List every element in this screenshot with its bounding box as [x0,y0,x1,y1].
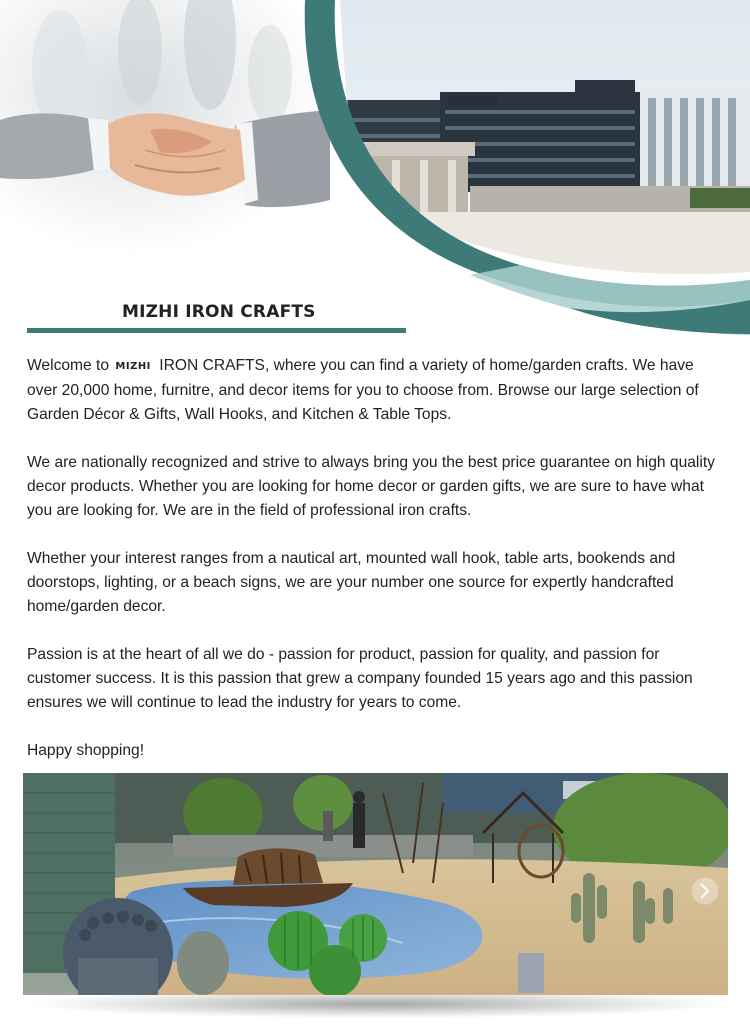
brand-logo-mark: MIZHI [115,361,151,372]
paragraph-closing: Happy shopping! [27,742,145,759]
paragraph-interests: Whether your interest ranges from a nautical art, mounted wall hook, table arts, bookends and doorstops, lighting, or a beach signs, we are your number one source for expertly handcrafted home/garden decor. [27,550,676,615]
chevron-right-icon[interactable] [692,878,718,904]
intro-text [27,354,727,787]
page-title: MIZHI IRON CRAFTS [122,302,316,322]
paragraph-recognition: We are nationally recognized and strive to always bring you the best price guarantee on high quality decor products. Whether you are looking for home decor or garden gifts, we are sure to have what you are looking for. We are in the field of professional iron crafts. [27,454,715,519]
paragraph-passion: Passion is at the heart of all we do - passion for product, passion for quality, and passion for customer success. It is this passion that grew a company founded 15 years ago and this passion ensures we will continue to lead the industry for years to come. [27,646,693,711]
showroom-illustration [23,773,728,995]
paragraph-welcome [27,354,727,427]
welcome-text: Welcome to [27,357,110,374]
header-banner [0,0,750,340]
banner-illustration [0,0,750,340]
title-underline [27,328,406,333]
factory-building-image [330,0,750,282]
showroom-photo [23,773,728,995]
welcome-text-cont: IRON CRAFTS, where you can find a variety of home/garden crafts. We have over 20,000 home, furnitre, and decor items for you to choose from. Browse our large selection of Garden Décor & Gifts, Wall Hooks, and Kitchen & Table Tops. [27,357,699,423]
